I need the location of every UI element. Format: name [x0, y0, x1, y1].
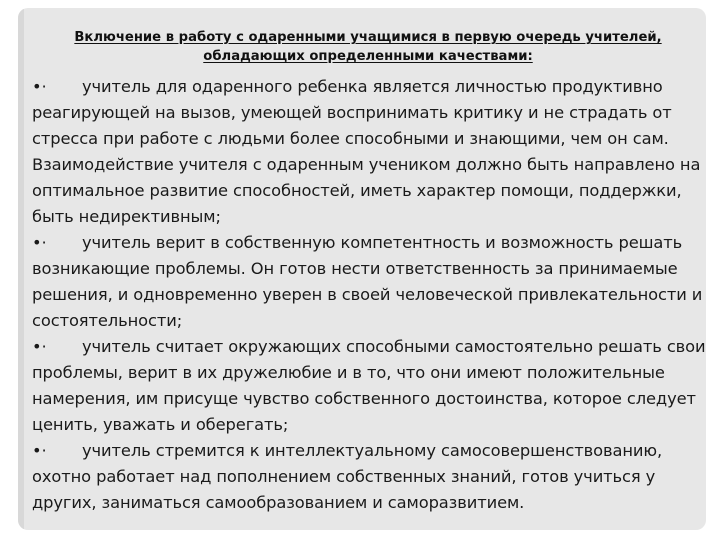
paragraph-text-1: учитель для одаренного ребенка является личностью продуктивно реагирующей на вызов, умеющей воспринимать критику и не страдать от стресса при работе с людьми более способными и знающими, чем он сам. Взаимодействие учителя с одаренным учеником должно быть направлено на оптимальное развитие способностей, иметь характер помощи, поддержки, быть недирективным; — [32, 77, 701, 226]
bullet-icon: •· — [32, 233, 47, 252]
title-line-2: обладающих определенными качествами: — [203, 49, 533, 64]
bullet-paragraph-3 — [32, 334, 706, 438]
slide-body — [32, 74, 706, 516]
bullet-icon: •· — [32, 441, 47, 460]
bullet-paragraph-4 — [32, 438, 706, 516]
slide-title — [58, 28, 678, 66]
bullet-paragraph-1 — [32, 74, 706, 230]
slide-accent-bar — [18, 8, 24, 530]
slide-background — [18, 8, 706, 530]
bullet-icon: •· — [32, 77, 47, 96]
bullet-icon: •· — [32, 337, 47, 356]
paragraph-text-3: учитель считает окружающих способными самостоятельно решать свои проблемы, верит в их дружелюбие и в то, что они имеют положительные намерения, им присуще чувство собственного достоинства, которое следует ценить, уважать и оберегать; — [32, 337, 706, 434]
paragraph-text-2: учитель верит в собственную компетентность и возможность решать возникающие проблемы. Он готов нести ответственность за принимаемые решения, и одновременно уверен в своей человеческой привлекательности и состоятельности; — [32, 233, 703, 330]
bullet-paragraph-2 — [32, 230, 706, 334]
title-line-1: Включение в работу с одаренными учащимися в первую очередь учителей, — [74, 30, 662, 45]
paragraph-text-4: учитель стремится к интеллектуальному самосовершенствованию, охотно работает над пополнением собственных знаний, готов учиться у других, заниматься самообразованием и саморазвитием. — [32, 441, 663, 512]
